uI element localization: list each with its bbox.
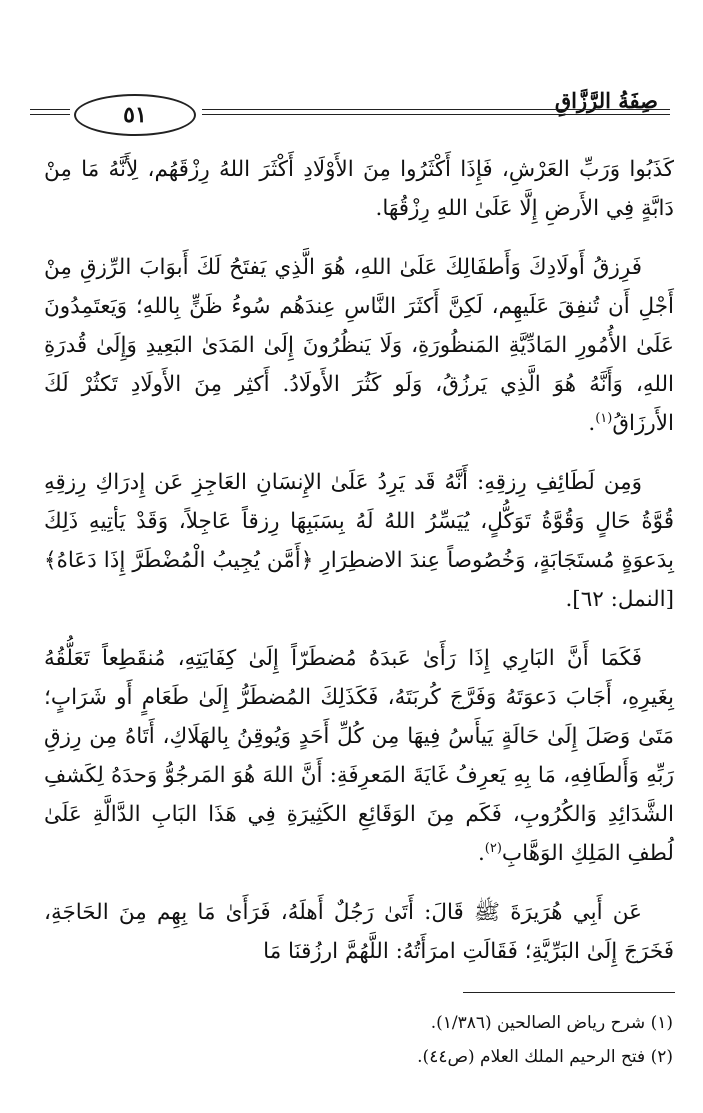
- paragraph-text: وَمِن لَطَائِفِ رِزقِهِ: أَنَّهُ قَد يَرِدُ عَلَىٰ الإِنسَانِ العَاجِزِ عَن إِدرَاكِ رِزقِهِ قُوَّةُ حَالٍ وَقُوَّةُ تَوَكُّلٍ، يُيَسِّرُ اللهُ لَهُ بِسَبَبِهَا رِزقاً عَاجِلاً، وَقَدْ يَأتِيهِ ذَلِكَ بِدَعوَةٍ مُستَجَابَةٍ، وَخُصُوصاً عِندَ الاضطِرَارِ ﴿أَمَّن يُجِيبُ الْمُضْطَرَّ إِذَا دَعَاهُ﴾ [النمل: ٦٢].: [44, 470, 674, 612]
- footnote-ref[interactable]: (١): [595, 410, 613, 426]
- page-number-text: ٥١: [123, 102, 147, 128]
- paragraph-text: فَرِزقُ أَولَادِكَ وَأَطفَالِكَ عَلَىٰ اللهِ، هُوَ الَّذِي يَفتَحُ لَكَ أَبوَابَ الرِّزقِ مِنْ أَجْلِ أَن تُنفِقَ عَلَيهِم، لَكِنَّ أَكثَرَ النَّاسِ عِندَهُم سُوءُ ظَنٍّ بِاللهِ؛ وَيَعتَمِدُونَ عَلَىٰ الأُمُورِ المَادِّيَّةِ المَنظُورَةِ، وَلَا يَنظُرُونَ إِلَىٰ المَدَىٰ البَعِيدِ وَإِلَىٰ قُدرَةِ اللهِ، وَأَنَّهُ هُوَ الَّذِي يَرزُقُ، وَلَو كَثُرَ الأَولَادُ. أَكثِر مِنَ الأَولَادِ تَكثُرْ لَكَ الأَرزَاقُ: [44, 255, 674, 436]
- paragraph-text: كَذَبُوا وَرَبِّ العَرْشِ، فَإِذَا أَكْثَرُوا مِنَ الأَوْلَادِ أَكْثَرَ اللهُ رِزْقَهُم، لِأَنَّهُ مَا مِنْ دَابَّةٍ فِي الأَرضِ إِلَّا عَلَىٰ اللهِ رِزْقُهَا.: [44, 157, 674, 221]
- header-rule: [202, 114, 670, 115]
- paragraph: فَكَمَا أَنَّ البَارِي إِذَا رَأَىٰ عَبدَهُ مُضطَرّاً إِلَىٰ كِفَايَتِهِ، مُنقَطِعاً تَعَلُّقُهُ بِغَيرِهِ، أَجَابَ دَعوَتَهُ وَفَرَّجَ كُربَتَهُ، فَكَذَلِكَ المُضطَرُّ إِلَىٰ طَعَامٍ أَو شَرَابٍ؛ مَتَىٰ وَصَلَ إِلَىٰ حَالَةٍ يَيأَسُ فِيهَا مِن كُلِّ أَحَدٍ وَيُوقِنُ بِالهَلَاكِ، أَتَاهُ مِن رِزقِ رَبِّهِ وَأَلطَافِهِ، مَا بِهِ يَعرِفُ غَايَةَ المَعرِفَةِ: أَنَّ اللهَ هُوَ المَرجُوُّ وَحدَهُ لِكَشفِ الشَّدَائِدِ وَالكُرُوبِ، فَكَم مِنَ الوَقَائِعِ الكَثِيرَةِ فِي هَذَا البَابِ الدَّالَّةِ عَلَىٰ لُطفِ المَلِكِ الوَهَّابِ$^{(٢)}$.: [44, 646, 674, 866]
- footnote-divider: [463, 992, 675, 993]
- footnote-item: (٢) فتح الرحيم الملك العلام (ص٤٤).: [417, 1047, 673, 1067]
- footnote-ref[interactable]: (٢): [484, 840, 502, 856]
- paragraph: فَرِزقُ أَولَادِكَ وَأَطفَالِكَ عَلَىٰ اللهِ، هُوَ الَّذِي يَفتَحُ لَكَ أَبوَابَ الرِّزقِ مِنْ أَجْلِ أَن تُنفِقَ عَلَيهِم، لَكِنَّ أَكثَرَ النَّاسِ عِندَهُم سُوءُ ظَنٍّ بِاللهِ؛ وَيَعتَمِدُونَ عَلَىٰ الأُمُورِ المَادِّيَّةِ المَنظُورَةِ، وَلَا يَنظُرُونَ إِلَىٰ المَدَىٰ البَعِيدِ وَإِلَىٰ قُدرَةِ اللهِ، وَأَنَّهُ هُوَ الَّذِي يَرزُقُ، وَلَو كَثُرَ الأَولَادُ. أَكثِر مِنَ الأَولَادِ تَكثُرْ لَكَ الأَرزَاقُ$^{(١)}$.: [44, 255, 674, 436]
- page-header: [30, 88, 670, 148]
- header-rule: [202, 109, 670, 110]
- paragraph: [44, 893, 674, 971]
- footnotes: [73, 1006, 673, 1074]
- paragraph: [44, 150, 674, 228]
- footnote-item: (١) شرح رياض الصالحين (١/٣٨٦).: [430, 1013, 673, 1033]
- header-rule: [30, 114, 70, 115]
- header-rule: [30, 109, 70, 110]
- body-text: [44, 150, 674, 991]
- paragraph-text: فَكَمَا أَنَّ البَارِي إِذَا رَأَىٰ عَبدَهُ مُضطَرّاً إِلَىٰ كِفَايَتِهِ، مُنقَطِعاً تَعَلُّقُهُ بِغَيرِهِ، أَجَابَ دَعوَتَهُ وَفَرَّجَ كُربَتَهُ، فَكَذَلِكَ المُضطَرُّ إِلَىٰ طَعَامٍ أَو شَرَابٍ؛ مَتَىٰ وَصَلَ إِلَىٰ حَالَةٍ يَيأَسُ فِيهَا مِن كُلِّ أَحَدٍ وَيُوقِنُ بِالهَلَاكِ، أَتَاهُ مِن رِزقِ رَبِّهِ وَأَلطَافِهِ، مَا بِهِ يَعرِفُ غَايَةَ المَعرِفَةِ: أَنَّ اللهَ هُوَ المَرجُوُّ وَحدَهُ لِكَشفِ الشَّدَائِدِ وَالكُرُوبِ، فَكَم مِنَ الوَقَائِعِ الكَثِيرَةِ فِي هَذَا البَابِ الدَّالَّةِ عَلَىٰ لُطفِ المَلِكِ الوَهَّابِ: [44, 646, 674, 866]
- page-number: [74, 94, 196, 136]
- paragraph: [44, 463, 674, 619]
- running-title: صِفَةُ الرَّزَّاقِ: [554, 88, 658, 113]
- paragraph-text: عَن أَبِي هُرَيرَةَ ﷺ قَالَ: أَتَىٰ رَجُلٌ أَهلَهُ، فَرَأَىٰ مَا بِهِم مِنَ الحَاجَةِ، فَخَرَجَ إِلَىٰ البَرِّيَّةِ؛ فَقَالَتِ امرَأَتُهُ: اللَّهُمَّ ارزُقنَا مَا: [44, 900, 674, 964]
